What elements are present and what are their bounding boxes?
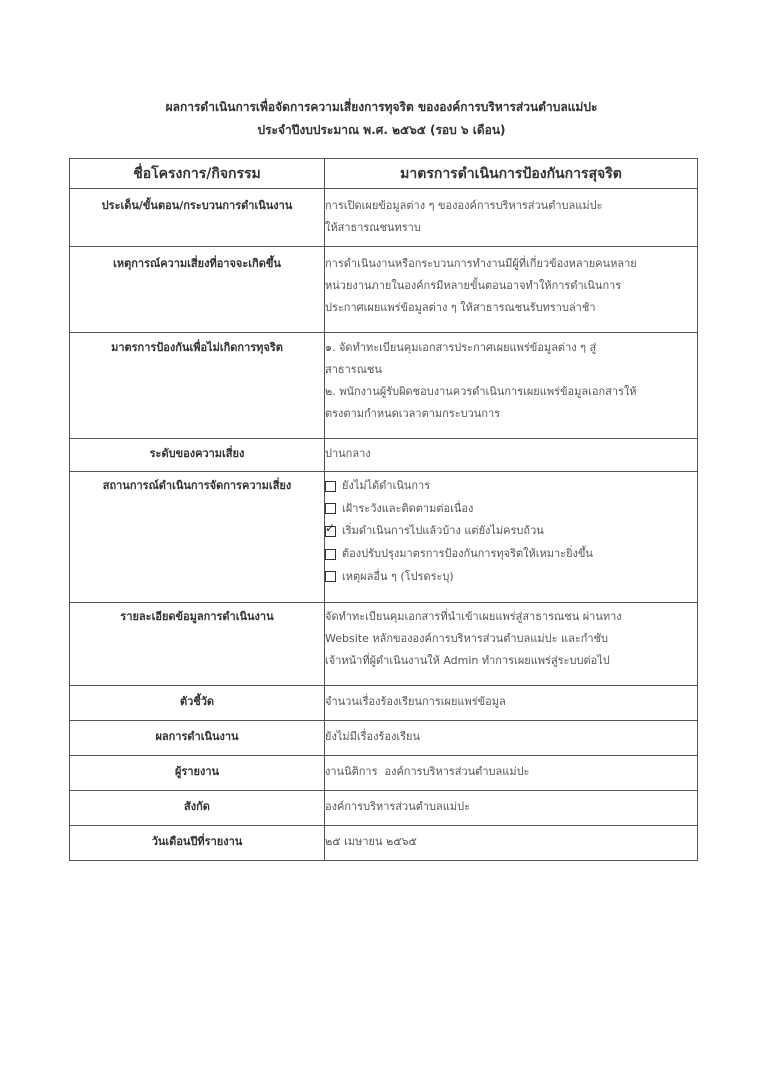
row-indicator (70, 686, 698, 721)
header-project-activity: ชื่อโครงการ/กิจกรรม (70, 159, 325, 189)
details-line: เจ้าหน้าที่ผู้ดำเนินงานให้ Admin ทำการเผยแพร่สู่ระบบต่อไป (325, 654, 610, 667)
value-status (325, 472, 698, 603)
process-line: การเปิดเผยข้อมูลต่าง ๆ ขององค์การบริหารส่วนตำบลแม่ปะ (325, 199, 603, 212)
value-reporter: งานนิติการ องค์การบริหารส่วนตำบลแม่ปะ (325, 756, 698, 791)
row-risk-event (70, 247, 698, 333)
prevention-line: ๒. พนักงานผู้รับผิดชอบงานควรดำเนินการเผยแพร่ข้อมูลเอกสารให้ (325, 385, 637, 398)
value-process (325, 189, 698, 247)
value-affiliation: องค์การบริหารส่วนตำบลแม่ปะ (325, 791, 698, 826)
status-option-not-started (325, 475, 697, 498)
checkbox-other[interactable] (325, 571, 336, 582)
risk-event-line: ประกาศเผยแพร่ข้อมูลต่าง ๆ ให้สาธารณชนรับทราบล่าช้า (325, 301, 596, 314)
status-option-partially-done (325, 520, 697, 543)
label-prevention: มาตรการป้องกันเพื่อไม่เกิดการทุจริต (70, 333, 325, 439)
option-label: ยังไม่ได้ดำเนินการ (342, 479, 431, 493)
option-label: ต้องปรับปรุงมาตรการป้องกันการทุจริตให้เหมาะยิ่งขึ้น (342, 547, 593, 561)
value-indicator: จำนวนเรื่องร้องเรียนการเผยแพร่ข้อมูล (325, 686, 698, 721)
risk-report-table (69, 158, 698, 861)
row-risk-level (70, 439, 698, 472)
checkbox-partially-done[interactable] (325, 520, 336, 537)
row-affiliation (70, 791, 698, 826)
label-process: ประเด็น/ขั้นตอน/กระบวนการดำเนินงาน (70, 189, 325, 247)
label-status: สถานการณ์ดำเนินการจัดการความเสี่ยง (70, 472, 325, 603)
value-risk-event (325, 247, 698, 333)
value-report-date: ๒๕ เมษายน ๒๕๖๕ (325, 826, 698, 861)
checkmark-icon: ✓ (325, 520, 336, 535)
prevention-line: ตรงตามกำหนดเวลาตามกระบวนการ (325, 407, 501, 420)
document-subtitle: ประจำปีงบประมาณ พ.ศ. ๒๕๖๕ (รอบ ๖ เดือน) (257, 123, 506, 137)
option-label: เหตุผลอื่น ๆ (โปรดระบุ) (342, 569, 454, 583)
label-reporter: ผู้รายงาน (70, 756, 325, 791)
label-report-date: วันเดือนปีที่รายงาน (70, 826, 325, 861)
label-affiliation: สังกัด (70, 791, 325, 826)
header-prevention-measures: มาตรการดำเนินการป้องกันการสุจริต (325, 159, 698, 189)
document-title: ผลการดำเนินการเพื่อจัดการความเสี่ยงการทุจริต ขององค์การบริหารส่วนตำบลแม่ปะ (165, 100, 598, 114)
option-label: เฝ้าระวังและติดตามต่อเนื่อง (342, 501, 474, 515)
row-reporter (70, 756, 698, 791)
row-report-date (70, 826, 698, 861)
value-details (325, 603, 698, 686)
details-line: จัดทำทะเบียนคุมเอกสารที่นำเข้าเผยแพร่สู่สาธารณชน ผ่านทาง (325, 610, 622, 623)
status-option-needs-improvement (325, 543, 697, 566)
row-prevention (70, 333, 698, 439)
checkbox-needs-improvement[interactable] (325, 549, 336, 560)
label-risk-level: ระดับของความเสี่ยง (70, 439, 325, 472)
checkbox-not-started[interactable] (325, 481, 336, 492)
details-line: Website หลักขององค์การบริหารส่วนตำบลแม่ปะ และกำชับ (325, 632, 609, 645)
label-details: รายละเอียดข้อมูลการดำเนินงาน (70, 603, 325, 686)
value-risk-level: ปานกลาง (325, 439, 698, 472)
risk-event-line: หน่วยงานภายในองค์กรมีหลายขั้นตอนอาจทำให้การดำเนินการ (325, 279, 622, 292)
process-line: ให้สาธารณชนทราบ (325, 221, 421, 234)
label-result: ผลการดำเนินงาน (70, 721, 325, 756)
value-prevention (325, 333, 698, 439)
label-risk-event: เหตุการณ์ความเสี่ยงที่อาจจะเกิดขึ้น (70, 247, 325, 333)
row-result (70, 721, 698, 756)
value-result: ยังไม่มีเรื่องร้องเรียน (325, 721, 698, 756)
prevention-line: ๑. จัดทำทะเบียนคุมเอกสารประกาศเผยแพร่ข้อมูลต่าง ๆ สู่ (325, 341, 597, 354)
checkbox-monitoring[interactable] (325, 503, 336, 514)
prevention-line: สาธารณชน (325, 363, 382, 376)
row-status (70, 472, 698, 603)
label-indicator: ตัวชี้วัด (70, 686, 325, 721)
status-option-monitoring (325, 498, 697, 521)
status-option-other (325, 565, 697, 588)
row-details (70, 603, 698, 686)
risk-event-line: การดำเนินงานหรือกระบวนการทำงานมีผู้ที่เกี่ยวข้องหลายคนหลาย (325, 257, 637, 270)
table-header-row (70, 159, 698, 189)
row-process (70, 189, 698, 247)
option-label: เริ่มดำเนินการไปแล้วบ้าง แต่ยังไม่ครบถ้วน (342, 524, 544, 538)
